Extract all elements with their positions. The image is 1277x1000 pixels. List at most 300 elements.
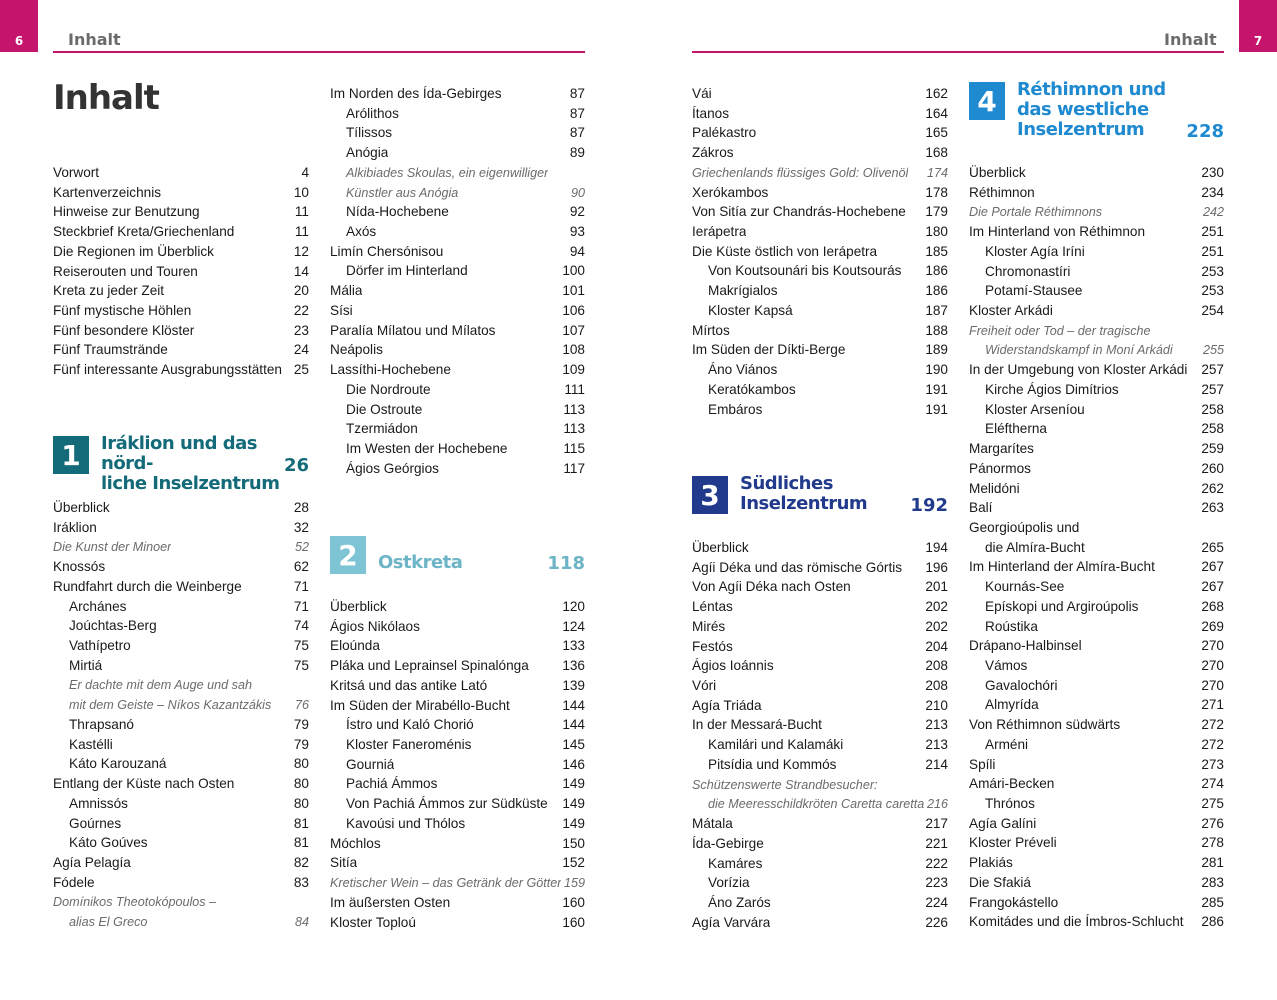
- toc-entry-title: Im Hinterland der Almíra-Bucht: [969, 559, 1155, 575]
- toc-entry[interactable]: [53, 656, 309, 676]
- toc-entry[interactable]: [330, 143, 585, 163]
- toc-entry[interactable]: [692, 755, 948, 775]
- page-number-text: 7: [1253, 34, 1263, 48]
- toc-entry-title: Agía Varvára: [692, 914, 771, 930]
- toc-entry[interactable]: [53, 774, 309, 794]
- toc-entry-title: Im Hinterland von Réthimnon: [969, 224, 1146, 240]
- toc-entry-page: 136: [562, 658, 585, 674]
- toc-entry[interactable]: [969, 715, 1224, 735]
- chapter-number-badge: 1: [53, 436, 89, 474]
- toc-entry[interactable]: [692, 676, 948, 696]
- toc-entry-page: 11: [294, 204, 309, 220]
- toc-entry-page: 71: [293, 598, 309, 614]
- chapter-title-line: das westliche: [1017, 99, 1149, 120]
- toc-entry[interactable]: [969, 873, 1224, 893]
- toc-entry-title: Melidóni: [969, 480, 1020, 496]
- toc-entry-page: 146: [562, 756, 585, 772]
- toc-entry-title: Fódele: [53, 874, 95, 890]
- toc-entry-title: Vámos: [985, 658, 1028, 673]
- toc-entry-title: Entlang der Küste nach Osten: [53, 776, 235, 792]
- toc-entry-title: Plakiás: [969, 855, 1013, 871]
- toc-entry-title: Ágios Ioánnis: [692, 658, 774, 674]
- toc-entry[interactable]: [53, 873, 309, 893]
- toc-entry-page: 20: [293, 283, 309, 299]
- toc-entry[interactable]: [53, 262, 309, 282]
- toc-entry-page: 87: [569, 105, 585, 121]
- toc-entry-page: 28: [293, 500, 309, 515]
- toc-entry-page: 271: [1201, 697, 1224, 713]
- toc-entry[interactable]: [969, 577, 1224, 597]
- toc-entry[interactable]: [969, 222, 1224, 242]
- toc-entry-title: Joúchtas-Berg: [69, 618, 157, 634]
- toc-entry[interactable]: [330, 873, 585, 893]
- toc-entry[interactable]: [53, 518, 309, 538]
- toc-entry-page: 23: [293, 322, 309, 338]
- toc-entry-title: Vorwort: [53, 165, 100, 180]
- toc-entry[interactable]: [692, 84, 948, 104]
- toc-entry-title: Arólithos: [346, 105, 399, 121]
- toc-entry[interactable]: [969, 893, 1224, 913]
- toc-entry-title: Überblick: [330, 599, 387, 614]
- toc-entry[interactable]: [969, 419, 1224, 439]
- toc-entry[interactable]: [692, 301, 948, 321]
- toc-entry-title: Steckbrief Kreta/Griechenland: [53, 224, 235, 240]
- toc-entry-title: Hinweise zur Benutzung: [53, 204, 200, 220]
- toc-entry-title: Fünf mystische Höhlen: [53, 303, 192, 319]
- toc-entry[interactable]: [330, 735, 585, 755]
- toc-entry-title: Zákros: [692, 145, 734, 161]
- toc-entry-page: 223: [925, 875, 948, 891]
- toc-entry[interactable]: [330, 340, 585, 360]
- toc-entry[interactable]: [969, 853, 1224, 873]
- toc-entry[interactable]: [53, 202, 309, 222]
- toc-entry[interactable]: [969, 557, 1224, 577]
- toc-entry-title: Agía Pelagía: [53, 854, 131, 870]
- toc-entry[interactable]: [692, 538, 948, 558]
- toc-entry-page: 164: [925, 105, 948, 121]
- toc-entry[interactable]: [969, 597, 1224, 617]
- toc-entry-page: 242: [1202, 205, 1224, 220]
- toc-entry[interactable]: [692, 834, 948, 854]
- toc-entry[interactable]: [969, 656, 1224, 676]
- toc-entry-page: 283: [1201, 874, 1224, 890]
- toc-entry-title: Eléftherna: [985, 421, 1047, 437]
- toc-entry[interactable]: [969, 183, 1224, 203]
- toc-entry-title: Anógia: [346, 145, 389, 161]
- toc-entry-page: 275: [1201, 796, 1224, 812]
- toc-entry[interactable]: [53, 321, 309, 341]
- toc-entry-title: Pitsídia und Kommós: [708, 756, 837, 772]
- toc-entry-page: 185: [925, 243, 948, 259]
- toc-entry-page: 286: [1201, 914, 1224, 930]
- toc-entry[interactable]: [330, 834, 585, 854]
- toc-entry[interactable]: [53, 242, 309, 262]
- toc-entry[interactable]: [969, 380, 1224, 400]
- toc-entry[interactable]: [330, 360, 585, 380]
- chapter-page: 192: [910, 495, 948, 516]
- toc-entry[interactable]: [330, 321, 585, 341]
- toc-entry[interactable]: [692, 617, 948, 637]
- toc-entry[interactable]: [692, 656, 948, 676]
- toc-entry[interactable]: [969, 301, 1224, 321]
- toc-entry-page: 75: [293, 657, 309, 673]
- toc-entry-title: Sísi: [330, 302, 353, 318]
- toc-entry[interactable]: [692, 183, 948, 203]
- toc-entry[interactable]: [969, 617, 1224, 637]
- toc-entry-page: 84: [294, 915, 309, 930]
- toc-entry-title: In der Messará-Bucht: [692, 717, 822, 733]
- toc-entry[interactable]: [330, 755, 585, 775]
- toc-entry-page: 180: [925, 224, 948, 240]
- toc-entry[interactable]: [53, 794, 309, 814]
- toc-entry-page: 276: [1201, 815, 1224, 831]
- toc-entry[interactable]: [969, 321, 1224, 341]
- toc-entry-title: mit dem Geiste – Níkos Kazantzákis: [69, 698, 272, 713]
- toc-entry[interactable]: [692, 123, 948, 143]
- toc-entry-page: 149: [562, 815, 585, 831]
- toc-entry-page: 106: [562, 302, 585, 318]
- toc-entry[interactable]: [330, 636, 585, 656]
- toc-entry[interactable]: [692, 163, 948, 183]
- toc-entry[interactable]: [969, 814, 1224, 834]
- chapter-heading[interactable]: [692, 473, 948, 534]
- toc-entry-page: 101: [562, 283, 585, 299]
- toc-entry-page: 24: [293, 342, 309, 358]
- page-number-left: [0, 0, 38, 52]
- toc-entry[interactable]: [969, 538, 1224, 558]
- running-head-right: Inhalt: [1164, 30, 1217, 49]
- toc-entry-title: Chromonastíri: [985, 263, 1071, 279]
- toc-entry[interactable]: [53, 735, 309, 755]
- toc-entry[interactable]: [692, 202, 948, 222]
- toc-entry-page: 221: [925, 835, 948, 851]
- toc-entry-title: Amnissós: [69, 795, 128, 811]
- toc-entry[interactable]: [692, 814, 948, 834]
- toc-entry[interactable]: [692, 794, 948, 814]
- chapter-title-line: Iráklion und das nörd-: [101, 433, 258, 474]
- toc-entry[interactable]: [53, 814, 309, 834]
- toc-entry[interactable]: [330, 163, 585, 183]
- toc-entry[interactable]: [692, 577, 948, 597]
- toc-entry[interactable]: [53, 301, 309, 321]
- toc-entry-page: 222: [925, 855, 948, 871]
- toc-entry[interactable]: [53, 281, 309, 301]
- toc-entry-page: 216: [926, 797, 948, 812]
- toc-entry-page: 94: [569, 243, 585, 259]
- toc-entry[interactable]: [53, 537, 309, 557]
- toc-entry[interactable]: [53, 912, 309, 932]
- toc-entry-page: 139: [562, 677, 585, 693]
- toc-entry-page: 165: [925, 125, 948, 141]
- toc-entry-title: Almyrída: [985, 697, 1039, 713]
- toc-entry[interactable]: [53, 360, 309, 380]
- toc-entry-page: 186: [925, 263, 948, 279]
- toc-entry-title: Die Regionen im Überblick: [53, 243, 214, 259]
- toc-entry[interactable]: [330, 242, 585, 262]
- toc-entry-page: 285: [1201, 894, 1224, 910]
- toc-entry[interactable]: [53, 636, 309, 656]
- toc-entry[interactable]: [53, 695, 309, 715]
- toc-entry[interactable]: [330, 597, 585, 617]
- toc-entry[interactable]: [53, 754, 309, 774]
- toc-entry[interactable]: [969, 340, 1224, 360]
- toc-entry-title: Archánes: [69, 598, 127, 614]
- toc-entry-title: Kastélli: [69, 736, 113, 752]
- toc-entry[interactable]: [330, 84, 585, 104]
- toc-entry[interactable]: [53, 183, 309, 203]
- toc-entry[interactable]: [330, 853, 585, 873]
- toc-entry-page: 213: [925, 737, 948, 753]
- toc-entry[interactable]: [53, 833, 309, 853]
- toc-entry[interactable]: [53, 498, 309, 518]
- toc-entry-page: 159: [563, 876, 585, 891]
- toc-entry-page: 267: [1201, 559, 1224, 575]
- toc-entry[interactable]: [969, 755, 1224, 775]
- chapter-title-line: Ostkreta: [378, 552, 463, 573]
- toc-entry[interactable]: [330, 774, 585, 794]
- toc-entry-page: 174: [926, 165, 948, 180]
- toc-entry-page: 179: [925, 204, 948, 220]
- toc-entry-title: Knossós: [53, 559, 106, 575]
- toc-entry-title: Ítanos: [692, 105, 730, 121]
- toc-entry-page: 81: [293, 835, 309, 851]
- toc-entry[interactable]: [330, 281, 585, 301]
- toc-entry[interactable]: [692, 597, 948, 617]
- toc-entry[interactable]: [969, 262, 1224, 282]
- toc-entry[interactable]: [330, 183, 585, 203]
- toc-entry-page: 190: [925, 362, 948, 378]
- toc-entry-title: Thrónos: [985, 796, 1035, 812]
- toc-entry-title: Lassíthi-Hochebene: [330, 362, 451, 378]
- toc-entry[interactable]: [330, 202, 585, 222]
- toc-entry[interactable]: [969, 774, 1224, 794]
- toc-entry-page: 160: [562, 894, 585, 910]
- chapter-heading[interactable]: [53, 433, 309, 494]
- toc-entry-title: In der Umgebung von Kloster Arkádi: [969, 362, 1188, 378]
- toc-entry-page: 113: [563, 401, 585, 417]
- toc-entry[interactable]: [330, 459, 585, 479]
- toc-entry[interactable]: [53, 222, 309, 242]
- toc-entry-title: Er dachte mit dem Auge und sah: [69, 678, 252, 693]
- toc-entry-title: Agíi Déka und das römische Górtis: [692, 559, 903, 575]
- toc-entry-title: Ágios Geórgios: [346, 460, 439, 476]
- toc-entry[interactable]: [330, 261, 585, 281]
- toc-entry[interactable]: [53, 675, 309, 695]
- toc-entry[interactable]: [53, 163, 309, 183]
- toc-entry[interactable]: [969, 833, 1224, 853]
- toc-entry[interactable]: [969, 695, 1224, 715]
- toc-entry-title: Kamáres: [708, 855, 763, 871]
- toc-entry-page: 281: [1201, 855, 1224, 871]
- toc-entry[interactable]: [692, 696, 948, 716]
- toc-entry-page: 52: [294, 540, 309, 555]
- toc-entry[interactable]: [330, 794, 585, 814]
- toc-entry-title: Mirtiá: [69, 657, 103, 673]
- toc-entry[interactable]: [969, 242, 1224, 262]
- toc-entry[interactable]: [330, 814, 585, 834]
- toc-entry-title: Pachiá Ámmos: [346, 776, 438, 792]
- toc-entry-page: 80: [293, 776, 309, 792]
- toc-entry[interactable]: [53, 577, 309, 597]
- toc-entry[interactable]: [692, 321, 948, 341]
- toc-entry-page: 25: [293, 362, 309, 378]
- toc-entry[interactable]: [969, 281, 1224, 301]
- toc-entry-page: 270: [1201, 658, 1224, 673]
- toc-entry-title: Agía Galíni: [969, 815, 1037, 831]
- toc-entry[interactable]: [692, 637, 948, 657]
- toc-entry[interactable]: [969, 636, 1224, 656]
- toc-entry[interactable]: [330, 400, 585, 420]
- chapter-heading[interactable]: [330, 536, 585, 594]
- toc-entry-page: 107: [562, 322, 585, 338]
- toc-entry[interactable]: [969, 735, 1224, 755]
- toc-entry-title: Potamí-Stausee: [985, 283, 1083, 299]
- toc-entry[interactable]: [692, 104, 948, 124]
- toc-entry-title: Dörfer im Hinterland: [346, 263, 468, 279]
- toc-entry-page: 92: [569, 204, 585, 220]
- toc-entry-page: 194: [925, 540, 948, 555]
- toc-entry-title: Nída-Hochebene: [346, 204, 449, 220]
- toc-entry[interactable]: [330, 301, 585, 321]
- toc-entry-page: 79: [293, 716, 309, 732]
- toc-entry[interactable]: [692, 854, 948, 874]
- toc-entry-page: 257: [1201, 381, 1224, 397]
- toc-entry-page: 162: [925, 86, 948, 101]
- toc-entry[interactable]: [969, 912, 1224, 932]
- toc-entry-page: 272: [1201, 717, 1224, 733]
- toc-entry-page: 224: [925, 894, 948, 910]
- toc-entry[interactable]: [330, 439, 585, 459]
- toc-entry-title: Überblick: [53, 500, 110, 515]
- toc-entry[interactable]: [53, 616, 309, 636]
- toc-entry-title: Áno Zarós: [708, 894, 771, 910]
- toc-entry[interactable]: [969, 400, 1224, 420]
- toc-entry-page: 257: [1201, 362, 1224, 378]
- toc-entry[interactable]: [330, 222, 585, 242]
- toc-entry[interactable]: [692, 261, 948, 281]
- toc-entry[interactable]: [692, 222, 948, 242]
- toc-entry-title: Xerókambos: [692, 184, 769, 200]
- toc-entry[interactable]: [969, 202, 1224, 222]
- toc-entry[interactable]: [692, 873, 948, 893]
- toc-entry-title: Réthimnon: [969, 184, 1035, 200]
- toc-entry[interactable]: [692, 380, 948, 400]
- toc-entry-title: Mália: [330, 283, 363, 299]
- toc-entry[interactable]: [969, 439, 1224, 459]
- toc-entry[interactable]: [692, 143, 948, 163]
- toc-entry-page: 168: [925, 145, 948, 161]
- toc-entry[interactable]: [330, 676, 585, 696]
- toc-entry-title: Die Ostroute: [346, 401, 423, 417]
- toc-entry[interactable]: [330, 715, 585, 735]
- toc-entry[interactable]: [53, 853, 309, 873]
- toc-entry-page: 253: [1201, 283, 1224, 299]
- toc-entry-page: 87: [569, 125, 585, 141]
- toc-entry-title: Künstler aus Anógia: [346, 185, 459, 200]
- toc-entry[interactable]: [330, 617, 585, 637]
- chapter-page: 118: [547, 553, 585, 574]
- toc-entry[interactable]: [692, 715, 948, 735]
- toc-entry[interactable]: [53, 557, 309, 577]
- toc-entry[interactable]: [969, 360, 1224, 380]
- toc-entry[interactable]: [53, 597, 309, 617]
- toc-entry[interactable]: [969, 498, 1224, 518]
- chapter-number-badge: 2: [330, 536, 366, 574]
- toc-entry-title: Im Süden der Mirabéllo-Bucht: [330, 697, 510, 713]
- toc-entry-page: 71: [293, 578, 309, 594]
- toc-entry[interactable]: [692, 242, 948, 262]
- toc-entry[interactable]: [692, 360, 948, 380]
- toc-entry-page: 149: [562, 776, 585, 792]
- header-rule-left: [53, 51, 585, 53]
- toc-entry[interactable]: [330, 913, 585, 933]
- toc-entry[interactable]: [692, 340, 948, 360]
- toc-entry-title: Pláka und Leprainsel Spinalónga: [330, 658, 529, 674]
- toc-entry-page: 12: [293, 243, 309, 259]
- toc-entry[interactable]: [330, 893, 585, 913]
- toc-entry[interactable]: [53, 715, 309, 735]
- toc-entry[interactable]: [692, 893, 948, 913]
- toc-entry[interactable]: [330, 104, 585, 124]
- toc-entry-title: Mirés: [692, 618, 726, 634]
- toc-entry[interactable]: [330, 696, 585, 716]
- toc-entry[interactable]: [969, 794, 1224, 814]
- toc-entry[interactable]: [692, 913, 948, 933]
- toc-entry[interactable]: [692, 281, 948, 301]
- toc-entry[interactable]: [969, 479, 1224, 499]
- toc-entry-title: Móchlos: [330, 835, 381, 851]
- toc-entry-title: Áno Viános: [708, 362, 778, 378]
- toc-entry-title: Palékastro: [692, 125, 757, 141]
- toc-entry[interactable]: [692, 735, 948, 755]
- toc-entry[interactable]: [692, 558, 948, 578]
- toc-entry-title: Iráklion: [53, 519, 97, 535]
- toc-entry[interactable]: [969, 459, 1224, 479]
- toc-entry-page: 22: [293, 303, 309, 319]
- toc-entry-title: die Meeresschildkröten Caretta caretta: [708, 797, 925, 812]
- toc-entry-title: Kloster Agía Iríni: [985, 243, 1085, 259]
- toc-entry[interactable]: [969, 676, 1224, 696]
- toc-entry-page: 272: [1201, 736, 1224, 752]
- toc-entry-page: 255: [1202, 343, 1224, 358]
- toc-entry[interactable]: [692, 400, 948, 420]
- toc-entry[interactable]: [330, 380, 585, 400]
- toc-entry[interactable]: [969, 518, 1224, 538]
- toc-entry-page: 79: [293, 736, 309, 752]
- toc-entry-page: 201: [925, 579, 948, 595]
- toc-entry-title: Limín Chersónisou: [330, 243, 444, 259]
- toc-entry-page: 144: [562, 697, 585, 713]
- toc-entry-title: Arméni: [985, 736, 1029, 752]
- toc-entry-title: Die Portale Réthimnons: [969, 205, 1102, 220]
- toc-entry-title: Schützenswerte Strandbesucher:: [692, 777, 878, 792]
- toc-entry[interactable]: [330, 123, 585, 143]
- toc-entry[interactable]: [53, 340, 309, 360]
- toc-entry[interactable]: [969, 163, 1224, 183]
- toc-entry-page: 109: [562, 362, 585, 378]
- toc-entry-page: 160: [562, 914, 585, 930]
- toc-entry[interactable]: [330, 419, 585, 439]
- chapter-heading[interactable]: [969, 79, 1224, 142]
- toc-entry-page: 89: [569, 145, 585, 161]
- toc-entry-title: Agía Triáda: [692, 697, 762, 713]
- toc-entry-page: 251: [1201, 243, 1224, 259]
- toc-entry-title: Im äußersten Osten: [330, 894, 451, 910]
- toc-entry[interactable]: [53, 892, 309, 912]
- toc-entry[interactable]: [692, 775, 948, 795]
- toc-entry[interactable]: [330, 656, 585, 676]
- toc-entry-page: 81: [293, 815, 309, 831]
